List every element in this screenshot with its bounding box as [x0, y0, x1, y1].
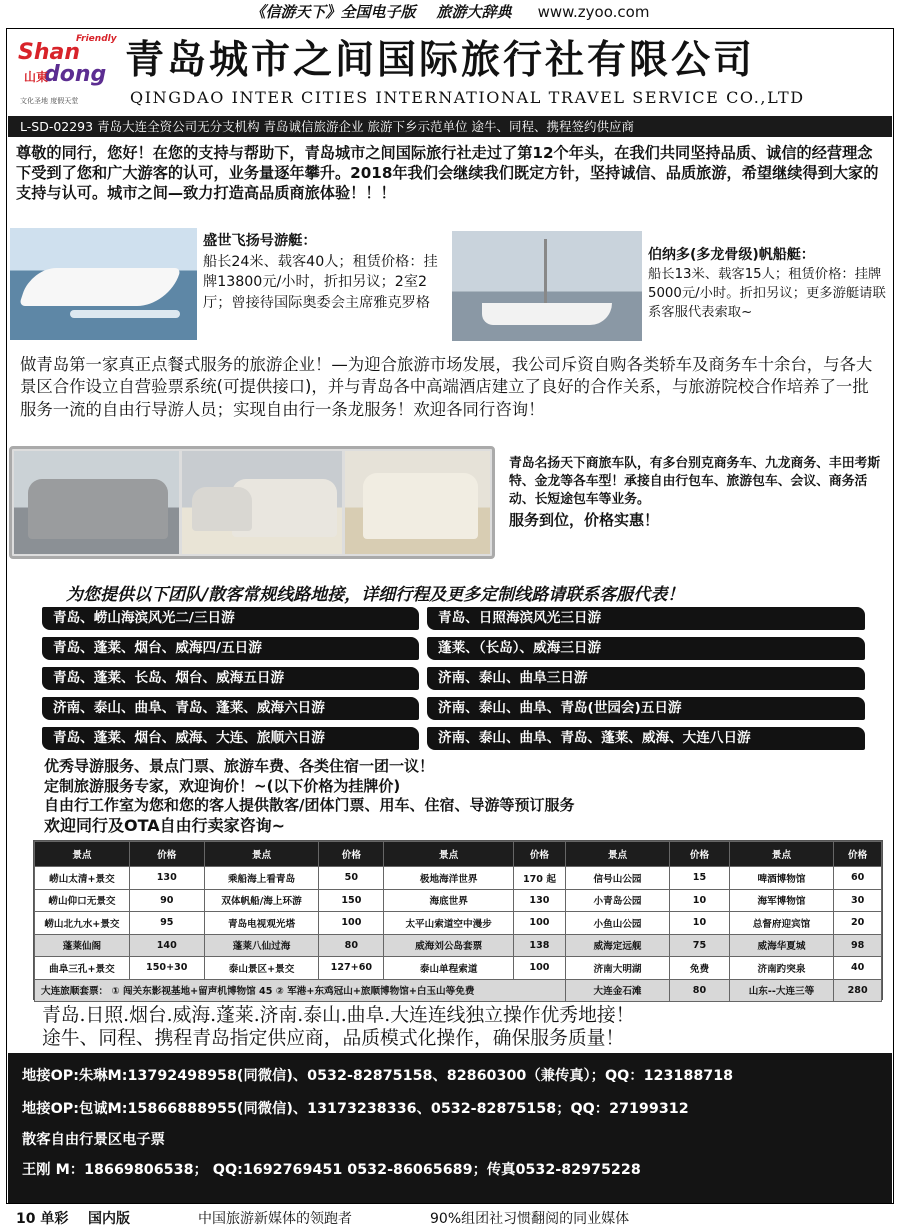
routes-heading: 为您提供以下团队/散客常规线路地接，详细行程及更多定制线路请联系客服代表！ — [66, 585, 685, 605]
cell: 免费 — [670, 957, 730, 980]
contact-line: 王刚 M：18669806538； QQ:1692769451 0532-86065689；传真0532-82975228 — [22, 1162, 641, 1178]
cell: 济南趵突泉 — [729, 957, 834, 980]
cell: 蓬莱仙阁 — [35, 934, 130, 957]
cell: 太平山索道空中漫步 — [384, 912, 514, 935]
cell: 98 — [834, 934, 882, 957]
price-table-header — [35, 842, 882, 867]
cell: 曲阜三孔+景交 — [35, 957, 130, 980]
coaster-bus-photo — [345, 451, 490, 554]
col-header: 景点 — [204, 842, 319, 867]
cell: 崂山仰口无景交 — [35, 889, 130, 912]
table-row — [35, 867, 882, 890]
dalian-package-cell — [35, 979, 566, 1002]
yacht-wake — [70, 310, 180, 318]
col-header: 景点 — [384, 842, 514, 867]
footer — [0, 1208, 900, 1230]
slogan-line2: 途牛、同程、携程青岛指定供应商，品质模式化操作，确保服务质量！ — [42, 1028, 625, 1049]
fleet-tagline: 服务到位，价格实惠！ — [509, 511, 660, 529]
cell: 总督府迎宾馆 — [729, 912, 834, 935]
footer-section: 国内版 — [88, 1211, 130, 1227]
cell: 100 — [514, 912, 566, 935]
cell: 100 — [514, 957, 566, 980]
cell: 泰山单程索道 — [384, 957, 514, 980]
fleet-photos — [9, 446, 495, 559]
logo-line1: Shan — [18, 40, 81, 65]
cell: 15 — [670, 867, 730, 890]
route-item: 济南、泰山、曲阜、青岛、蓬莱、威海六日游 — [42, 697, 419, 720]
cell: 威海刘公岛套票 — [384, 934, 514, 957]
cell: 极地海洋世界 — [384, 867, 514, 890]
route-item: 蓬莱、（长岛）、威海三日游 — [427, 637, 865, 660]
service-paragraph: 做青岛第一家真正点餐式服务的旅游企业！—为迎合旅游市场发展，我公司斥资自购各类轿车及商务车十余台，与各大景区合作设立自营验票系统(可提供接口)，并与青岛各中高端酒店建立了良好的合作关系，与旅游院校合作培养了一批服务一流的自由行导游人员；实现自由行一条龙服务！欢迎各同行咨询！ — [20, 355, 873, 419]
publication-subtitle: 旅游大辞典 — [436, 3, 512, 21]
route-item: 青岛、日照海滨风光三日游 — [427, 607, 865, 630]
cell: 大连金石滩 — [565, 979, 669, 1002]
cell: 30 — [834, 889, 882, 912]
footer-page: 10 单彩 — [16, 1211, 69, 1227]
col-header: 价格 — [319, 842, 384, 867]
table-row — [35, 979, 882, 1002]
cell: 90 — [129, 889, 204, 912]
license-bar: L-SD-02293 青岛大连全资公司无分支机构 青岛诚信旅游企业 旅游下乡示范单位 途牛、同程、携程签约供应商 — [8, 116, 892, 137]
cell: 10 — [670, 889, 730, 912]
cell: 济南大明湖 — [565, 957, 669, 980]
yacht1-desc: 船长24米、载客40人；租赁价格：挂牌13800元/小时，折扣另议；2室2厅；曾接待国际奥委会主席雅克罗格 — [203, 253, 438, 311]
slogan-line1: 青岛.日照.烟台.威海.蓬莱.济南.泰山.曲阜.大连连线独立操作优秀地接！ — [42, 1005, 635, 1026]
cell: 80 — [670, 979, 730, 1002]
service-line: 优秀导游服务、景点门票、旅游车费、各类住宿一团一议！ — [44, 757, 435, 775]
cell: 山东--大连三等 — [729, 979, 834, 1002]
yacht2-desc: 船长13米、载客15人；租赁价格：挂牌5000元/小时。折扣另议；更多游艇请联系客服代表索取~ — [648, 267, 886, 320]
cell: 海底世界 — [384, 889, 514, 912]
slogan — [42, 1004, 882, 1050]
company-name-en: QINGDAO INTER CITIES INTERNATIONAL TRAVEL SERVICE CO.,LTD — [130, 88, 805, 107]
service-line: 自由行工作室为您和您的客人提供散客/团体门票、用车、住宿、导游等预订服务 — [44, 796, 575, 814]
logo-tagline: 文化圣地 度假天堂 — [20, 97, 79, 105]
cell: 40 — [834, 957, 882, 980]
logo-line2: dong — [44, 62, 107, 87]
cell: 威海华夏城 — [729, 934, 834, 957]
logo-friendly: Friendly — [76, 34, 117, 44]
route-item: 青岛、蓬莱、长岛、烟台、威海五日游 — [42, 667, 419, 690]
yacht1-info — [203, 231, 443, 313]
dalian-package-desc: ① 闯关东影视基地+留声机博物馆 45 ② 军港+东鸡冠山+旅顺博物馆+白玉山等免费 — [111, 986, 475, 998]
shandong-logo — [18, 34, 118, 108]
route-item: 济南、泰山、曲阜、青岛、蓬莱、威海、大连八日游 — [427, 727, 865, 750]
cell: 140 — [129, 934, 204, 957]
minibus-photo — [182, 451, 342, 554]
cell: 泰山景区+景交 — [204, 957, 319, 980]
cell: 双体帆船/海上环游 — [204, 889, 319, 912]
sailboat-hull — [482, 303, 612, 325]
col-header: 景点 — [565, 842, 669, 867]
price-table — [33, 840, 883, 1000]
contact-panel — [8, 1053, 892, 1203]
footer-tag1: 中国旅游新媒体的领跑者 — [198, 1211, 352, 1227]
cell: 60 — [834, 867, 882, 890]
yacht2-info — [648, 246, 888, 322]
yacht1-title: 盛世飞扬号游艇： — [203, 233, 317, 249]
company-name-cn: 青岛城市之间国际旅行社有限公司 — [125, 38, 756, 83]
cell: 130 — [129, 867, 204, 890]
buick-van-photo — [14, 451, 179, 554]
intro-paragraph: 尊敬的同行，您好！在您的支持与帮助下，青岛城市之间国际旅行社走过了第12个年头，在我们共同坚持品质、诚信的经营理念下受到了您和广大游客的认可，业务量逐年攀升。2018年我们会继续我们既定方针，坚持诚信、品质旅游，希望继续得到大家的支持与认可。城市之间—致力打造高品质商旅体验！！！ — [16, 144, 879, 202]
cell: 280 — [834, 979, 882, 1002]
route-item: 青岛、蓬莱、烟台、威海、大连、旅顺六日游 — [42, 727, 419, 750]
cell: 信号山公园 — [565, 867, 669, 890]
table-row — [35, 889, 882, 912]
route-item: 青岛、崂山海滨风光二/三日游 — [42, 607, 419, 630]
dalian-package-label: 大连旅顺套票： — [41, 986, 109, 998]
table-row — [35, 934, 882, 957]
cell: 150 — [319, 889, 384, 912]
col-header: 价格 — [670, 842, 730, 867]
sailboat-photo — [452, 231, 642, 341]
cell: 小鱼山公园 — [565, 912, 669, 935]
cell: 95 — [129, 912, 204, 935]
services-list — [44, 757, 864, 835]
contact-line: 散客自由行景区电子票 — [22, 1132, 165, 1148]
cell: 小青岛公园 — [565, 889, 669, 912]
route-item: 济南、泰山、曲阜三日游 — [427, 667, 865, 690]
contact-line: 地接OP:朱琳M:13792498958(同微信)、0532-82875158、82860300（兼传真）；QQ：123188718 — [22, 1068, 734, 1084]
cell: 170 起 — [514, 867, 566, 890]
logo-chinese: 山東 — [24, 70, 49, 84]
route-item: 青岛、蓬莱、烟台、威海四/五日游 — [42, 637, 419, 660]
fleet-desc: 青岛名扬天下商旅车队，有多台别克商务车、九龙商务、丰田考斯特、金龙等各车型！承接自由行包车、旅游包车、会议、商务活动、长短途包车等业务。 — [509, 456, 881, 507]
yacht-hull — [19, 268, 181, 306]
col-header: 景点 — [729, 842, 834, 867]
cell: 80 — [319, 934, 384, 957]
yacht-photo — [10, 228, 197, 340]
fleet-info — [509, 455, 885, 531]
yacht2-title: 伯纳多(多龙骨级)帆船艇： — [648, 247, 815, 263]
col-header: 价格 — [834, 842, 882, 867]
cell: 10 — [670, 912, 730, 935]
cell: 乘船海上看青岛 — [204, 867, 319, 890]
table-row — [35, 957, 882, 980]
cell: 75 — [670, 934, 730, 957]
publication-title: 《信游天下》全国电子版 — [250, 3, 416, 21]
cell: 威海定远舰 — [565, 934, 669, 957]
top-bar — [0, 0, 900, 24]
cell: 20 — [834, 912, 882, 935]
cell: 127+60 — [319, 957, 384, 980]
contact-line: 地接OP:包诚M:15866888955(同微信)、13173238336、0532-82875158；QQ：27199312 — [22, 1101, 689, 1117]
col-header: 景点 — [35, 842, 130, 867]
cell: 崂山太清+景交 — [35, 867, 130, 890]
route-item: 济南、泰山、曲阜、青岛(世园会)五日游 — [427, 697, 865, 720]
cell: 蓬莱八仙过海 — [204, 934, 319, 957]
cell: 150+30 — [129, 957, 204, 980]
table-row — [35, 912, 882, 935]
cell: 130 — [514, 889, 566, 912]
col-header: 价格 — [129, 842, 204, 867]
cell: 青岛电视观光塔 — [204, 912, 319, 935]
cell: 崂山北九水+景交 — [35, 912, 130, 935]
service-line: 欢迎同行及OTA自由行卖家咨询~ — [44, 815, 286, 835]
service-line: 定制旅游服务专家，欢迎询价！~(以下价格为挂牌价) — [44, 776, 401, 795]
col-header: 价格 — [514, 842, 566, 867]
cell: 海军博物馆 — [729, 889, 834, 912]
cell: 啤酒博物馆 — [729, 867, 834, 890]
publication-url[interactable]: www.zyoo.com — [537, 3, 650, 21]
cell: 50 — [319, 867, 384, 890]
footer-tag2: 90%组团社习惯翻阅的同业媒体 — [430, 1211, 630, 1227]
cell: 100 — [319, 912, 384, 935]
cell: 138 — [514, 934, 566, 957]
